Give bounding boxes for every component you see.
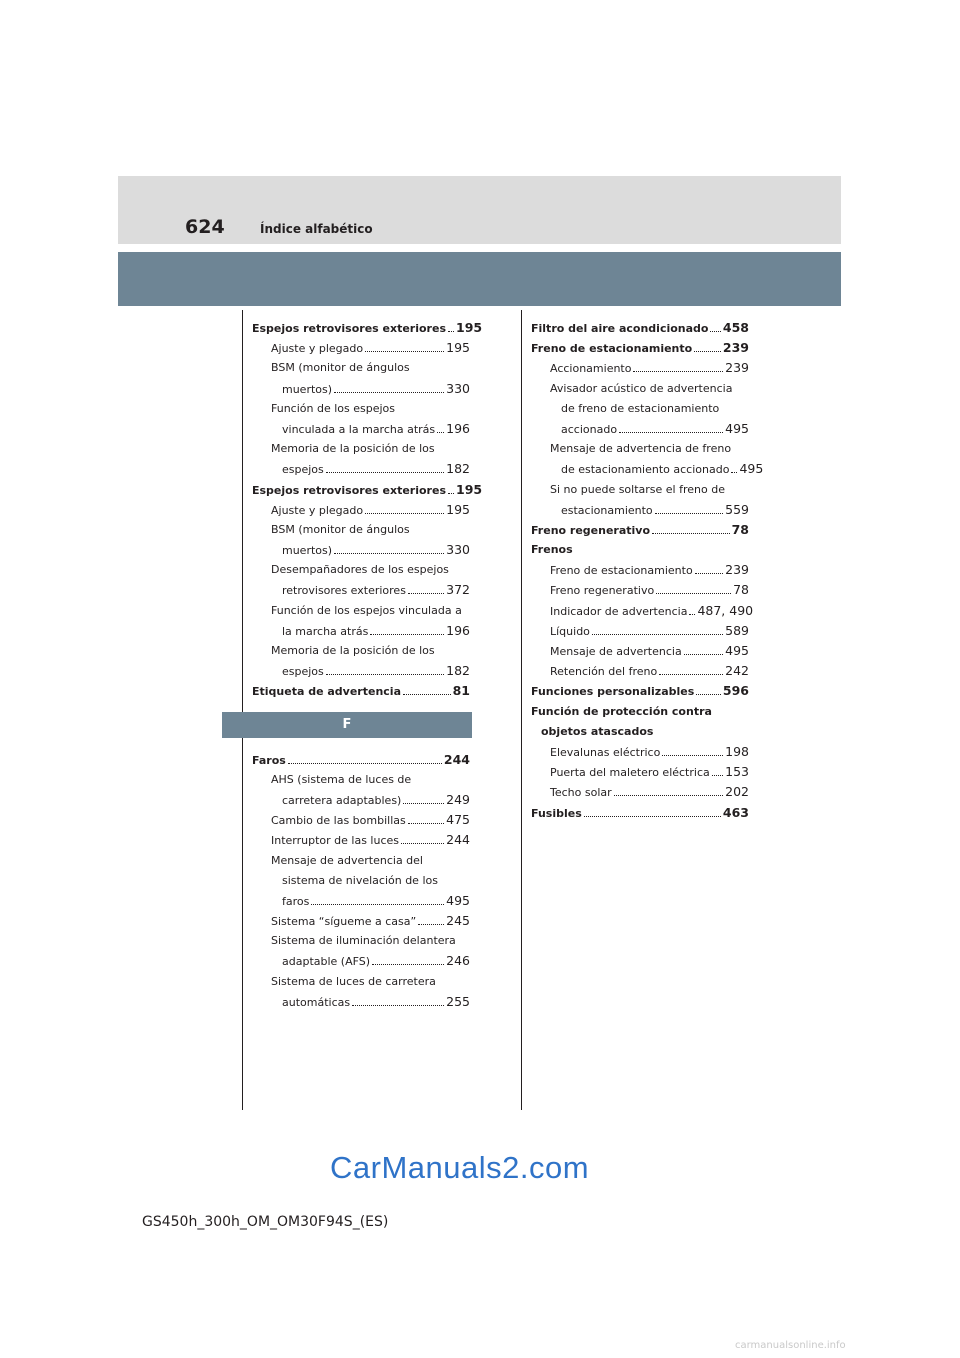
- entry-text: Sistema de luces de carretera: [271, 974, 436, 988]
- leader-dots: [684, 654, 723, 655]
- entry-text: objetos atascados: [541, 724, 654, 738]
- index-entry: [531, 540, 749, 560]
- page-number: 624: [185, 216, 225, 238]
- leader-dots: [592, 634, 723, 635]
- leader-dots: [334, 392, 444, 393]
- index-subentry: [252, 459, 470, 479]
- document-code: GS450h_300h_OM_OM30F94S_(ES): [142, 1214, 389, 1230]
- index-subentry: [252, 621, 470, 641]
- page-reference[interactable]: 78: [731, 521, 749, 537]
- index-subentry: [531, 500, 749, 520]
- page-reference[interactable]: 330: [446, 542, 470, 558]
- entry-text: estacionamiento: [561, 503, 653, 517]
- entry-text: adaptable (AFS): [282, 955, 371, 969]
- index-subentry: [531, 459, 764, 479]
- leader-dots: [731, 472, 737, 473]
- entry-text: de freno de estacionamiento: [561, 401, 720, 415]
- page-reference[interactable]: 245: [446, 913, 470, 929]
- index-subentry: [531, 439, 749, 459]
- leader-dots: [656, 593, 731, 594]
- leader-dots: [365, 513, 444, 514]
- index-subentry: [252, 601, 470, 621]
- index-entry: [531, 318, 749, 338]
- index-subentry: [252, 871, 470, 891]
- leader-dots: [710, 331, 720, 332]
- entry-text: espejos: [282, 665, 324, 679]
- leader-dots: [448, 493, 454, 494]
- index-subentry: [531, 419, 749, 439]
- leader-dots: [655, 513, 723, 514]
- index-subentry: [252, 439, 470, 459]
- index-subentry: [252, 810, 470, 830]
- leader-dots: [437, 432, 444, 433]
- entry-text: Ajuste y plegado: [271, 503, 364, 517]
- index-column-left: [252, 318, 483, 1012]
- entry-text: Freno de estacionamiento: [550, 564, 693, 578]
- leader-dots: [694, 351, 721, 352]
- entry-text: muertos): [282, 382, 333, 396]
- leader-dots: [695, 573, 723, 574]
- entry-text: Mensaje de advertencia: [550, 645, 682, 658]
- entry-text: Etiqueta de advertencia: [252, 685, 401, 699]
- entry-text: Mensaje de advertencia de freno: [550, 442, 732, 456]
- index-subentry: [252, 520, 470, 540]
- entry-text: Retención del freno: [550, 665, 658, 679]
- page-reference[interactable]: 195: [456, 481, 483, 497]
- section-title: Índice alfabético: [260, 222, 373, 236]
- page-reference[interactable]: 246: [446, 953, 470, 969]
- index-subentry: [252, 951, 470, 971]
- leader-dots: [370, 634, 444, 635]
- index-entry: [531, 681, 749, 701]
- leader-dots: [633, 371, 723, 372]
- entry-text: BSM (monitor de ángulos: [271, 522, 410, 536]
- index-subentry: [531, 358, 749, 378]
- entry-text: faros: [282, 894, 310, 908]
- index-subentry: [252, 770, 470, 790]
- index-subentry: [531, 661, 749, 681]
- entry-text: retrovisores exteriores: [282, 584, 406, 598]
- index-subentry: [252, 500, 470, 520]
- entry-text: sistema de nivelación de los: [282, 873, 438, 887]
- page-reference[interactable]: 239: [725, 360, 749, 376]
- page-reference[interactable]: 196: [446, 420, 470, 436]
- page-reference[interactable]: 195: [446, 501, 470, 517]
- leader-dots: [712, 775, 723, 776]
- left-column-rule: [242, 310, 243, 1110]
- page-reference[interactable]: 249: [446, 791, 470, 807]
- index-subentry: [252, 560, 470, 580]
- index-subentry: [252, 399, 470, 419]
- index-subentry: [531, 560, 749, 580]
- entry-text: Espejos retrovisores exteriores: [252, 322, 446, 335]
- page-reference[interactable]: 153: [725, 764, 749, 780]
- leader-dots: [311, 904, 444, 905]
- page-reference[interactable]: 78: [733, 582, 749, 598]
- index-subentry: [531, 722, 749, 742]
- page-reference[interactable]: 198: [725, 743, 749, 759]
- leader-dots: [652, 533, 730, 534]
- entry-text: Ajuste y plegado: [271, 342, 364, 356]
- entry-text: Sistema “sígueme a casa”: [271, 915, 417, 929]
- entry-text: BSM (monitor de ángulos: [271, 361, 410, 375]
- index-subentry: [531, 782, 749, 802]
- page-reference[interactable]: 196: [446, 622, 470, 638]
- header-band: [118, 176, 841, 244]
- index-entry: [252, 750, 470, 770]
- watermark: CarManuals2.com: [330, 1150, 590, 1185]
- index-entry: [252, 480, 483, 500]
- index-subentry: [252, 911, 470, 931]
- entry-text: Fusibles: [531, 806, 582, 820]
- index-subentry: [531, 621, 749, 641]
- index-entry: [531, 338, 749, 358]
- page-reference[interactable]: 495: [725, 420, 749, 436]
- leader-dots: [584, 816, 721, 817]
- entry-text: Frenos: [531, 543, 573, 557]
- leader-dots: [352, 1005, 444, 1006]
- page-reference[interactable]: 463: [722, 804, 749, 820]
- page-reference[interactable]: 559: [725, 501, 749, 517]
- index-subentry: [252, 661, 470, 681]
- leader-dots: [401, 843, 444, 844]
- leader-dots: [418, 924, 444, 925]
- leader-dots: [448, 331, 454, 332]
- entry-text: Desempañadores de los espejos: [271, 563, 449, 577]
- entry-text: Filtro del aire acondicionado: [531, 322, 709, 335]
- page-reference[interactable]: 239: [722, 340, 749, 356]
- leader-dots: [614, 795, 723, 796]
- entry-text: carretera adaptables): [282, 793, 402, 807]
- entry-text: automáticas: [282, 995, 351, 1009]
- entry-text: muertos): [282, 544, 333, 558]
- index-subentry: [252, 358, 470, 378]
- entry-text: Cambio de las bombillas: [271, 814, 406, 828]
- leader-dots: [372, 964, 444, 965]
- entry-text: Accionamiento: [550, 362, 632, 376]
- entry-text: AHS (sistema de luces de: [271, 772, 412, 786]
- page-reference[interactable]: 589: [725, 622, 749, 638]
- index-subentry: [252, 851, 470, 871]
- watermark-bottom: carmanualsonline.info: [735, 1340, 846, 1351]
- entry-text: Líquido: [550, 624, 590, 638]
- entry-text: Memoria de la posición de los: [271, 644, 435, 657]
- index-subentry: [531, 379, 749, 399]
- page-reference[interactable]: 330: [446, 380, 470, 396]
- index-subentry: [252, 992, 470, 1012]
- entry-text: Freno de estacionamiento: [531, 342, 693, 356]
- entry-text: de estacionamiento accionado: [561, 463, 730, 477]
- entry-text: vinculada a la marcha atrás: [282, 422, 436, 436]
- index-subentry: [252, 931, 470, 951]
- index-subentry: [531, 601, 754, 621]
- entry-text: Avisador acústico de advertencia: [550, 381, 733, 395]
- leader-dots: [689, 614, 695, 615]
- entry-text: Función de protección contra: [531, 704, 712, 718]
- leader-dots: [619, 432, 723, 433]
- entry-text: Indicador de advertencia: [550, 604, 688, 618]
- entry-text: Puerta del maletero eléctrica: [550, 766, 710, 780]
- entry-text: Mensaje de advertencia del: [271, 853, 423, 867]
- index-subentry: [252, 641, 470, 661]
- index-subentry: [531, 480, 749, 500]
- index-subentry: [252, 580, 470, 600]
- index-entry: [252, 318, 483, 338]
- page-reference[interactable]: 202: [725, 784, 749, 800]
- page-reference[interactable]: 596: [722, 683, 749, 699]
- entry-text: espejos: [282, 463, 324, 477]
- entry-text: la marcha atrás: [282, 624, 369, 638]
- leader-dots: [408, 593, 444, 594]
- leader-dots: [365, 351, 444, 352]
- index-subentry: [252, 891, 470, 911]
- entry-text: Techo solar: [550, 786, 612, 800]
- leader-dots: [403, 803, 444, 804]
- leader-dots: [696, 694, 721, 695]
- leader-dots: [326, 472, 444, 473]
- letter-divider-f: F: [222, 712, 472, 738]
- entry-text: Faros: [252, 753, 286, 767]
- page-reference[interactable]: 255: [446, 993, 470, 1009]
- index-subentry: [531, 641, 749, 661]
- header-dark-band: [118, 252, 841, 306]
- page-reference[interactable]: 239: [725, 562, 749, 578]
- index-subentry: [252, 972, 470, 992]
- page-reference[interactable]: 495: [446, 892, 470, 908]
- entry-text: Sistema de iluminación delantera: [271, 934, 456, 948]
- page-reference[interactable]: 195: [456, 320, 483, 335]
- entry-text: Freno regenerativo: [550, 584, 655, 598]
- entry-text: Elevalunas eléctrico: [550, 745, 661, 759]
- leader-dots: [403, 694, 451, 695]
- index-subentry: [531, 742, 749, 762]
- page-reference[interactable]: 372: [446, 582, 470, 598]
- page-reference[interactable]: 244: [443, 751, 470, 767]
- index-entry: [531, 702, 749, 722]
- page-reference[interactable]: 244: [446, 832, 470, 848]
- entry-text: Función de los espejos: [271, 401, 395, 415]
- index-subentry: [531, 399, 749, 419]
- index-column-right: [531, 318, 764, 823]
- page-reference[interactable]: 495: [739, 461, 764, 477]
- right-column-rule: [521, 310, 522, 1110]
- index-subentry: [252, 830, 470, 850]
- leader-dots: [408, 823, 444, 824]
- page-reference[interactable]: 195: [446, 340, 470, 356]
- leader-dots: [334, 553, 444, 554]
- leader-dots: [326, 674, 444, 675]
- index-subentry: [252, 379, 470, 399]
- entry-text: Si no puede soltarse el freno de: [550, 482, 725, 496]
- index-subentry: [252, 790, 470, 810]
- index-entry: [531, 803, 749, 823]
- entry-text: accionado: [561, 422, 618, 436]
- entry-text: Funciones personalizables: [531, 685, 695, 699]
- index-subentry: [531, 762, 749, 782]
- index-subentry: [252, 419, 470, 439]
- leader-dots: [662, 755, 723, 756]
- entry-text: Espejos retrovisores exteriores: [252, 483, 446, 497]
- index-subentry: [531, 580, 749, 600]
- index-subentry: [252, 338, 470, 358]
- entry-text: Freno regenerativo: [531, 523, 651, 537]
- index-entry: [252, 681, 470, 701]
- entry-text: Función de los espejos vinculada a: [271, 603, 462, 617]
- entry-text: Interruptor de las luces: [271, 834, 400, 848]
- page-reference[interactable]: 495: [725, 643, 749, 658]
- page-reference[interactable]: 475: [446, 812, 470, 828]
- page-reference[interactable]: 182: [446, 663, 470, 679]
- page-reference[interactable]: 458: [722, 320, 749, 335]
- page-reference[interactable]: 487, 490: [697, 602, 754, 618]
- leader-dots: [288, 763, 442, 764]
- index-subentry: [252, 540, 470, 560]
- page-reference[interactable]: 81: [452, 683, 470, 699]
- page-reference[interactable]: 242: [725, 663, 749, 679]
- entry-text: Memoria de la posición de los: [271, 442, 435, 456]
- index-entry: [531, 520, 749, 540]
- leader-dots: [659, 674, 723, 675]
- page-reference[interactable]: 182: [446, 461, 470, 477]
